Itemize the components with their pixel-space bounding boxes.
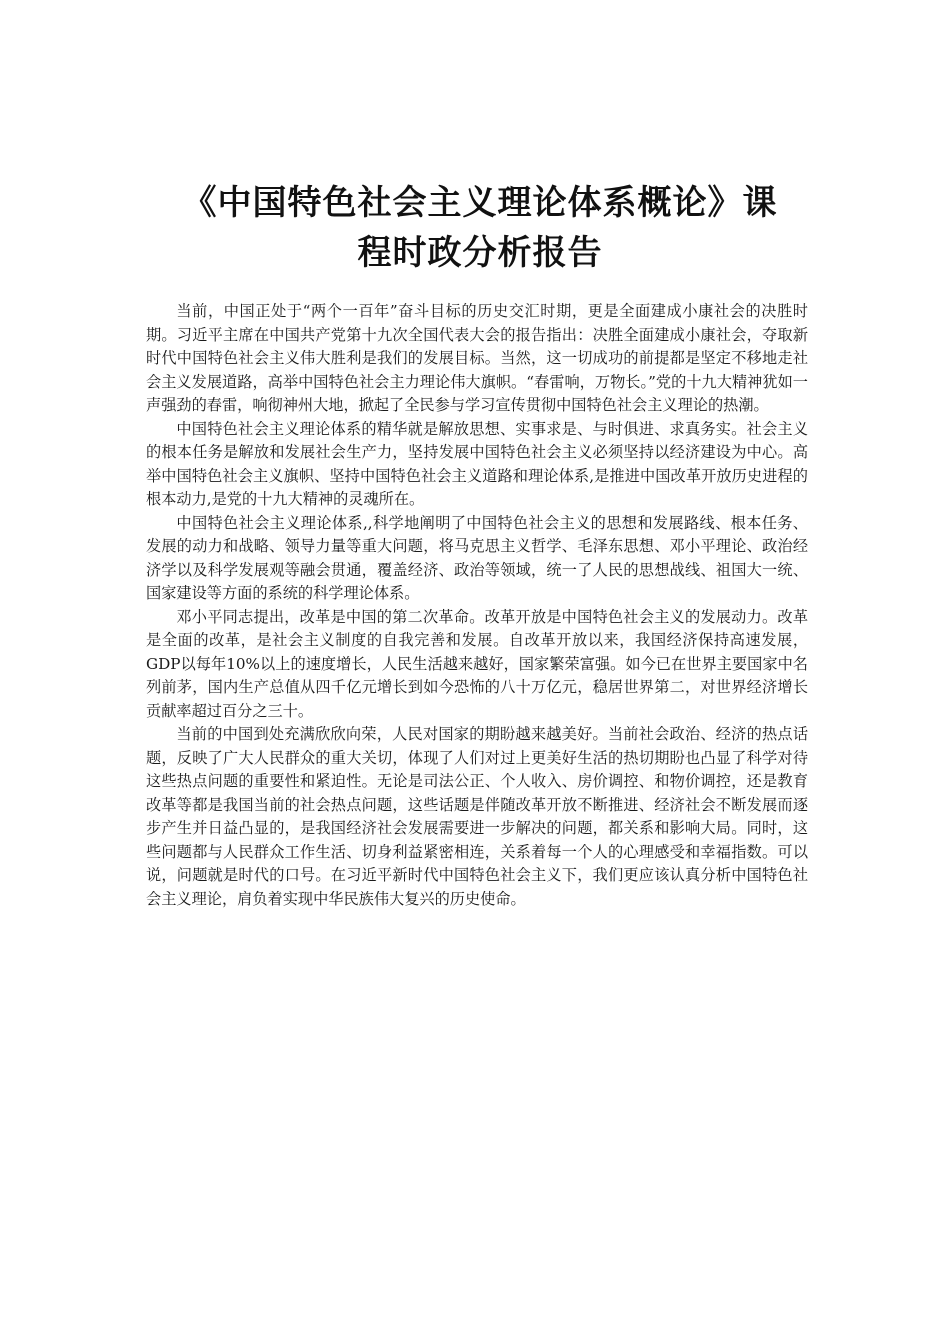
paragraph-5: 当前的中国到处充满欣欣向荣，人民对国家的期盼越来越美好。当前社会政治、经济的热点话题，反映了广大人民群众的重大关切，体现了人们对过上更美好生活的热切期盼也凸显了科学对待这些热点问题的重要性和紧迫性。无论是司法公正、个人收入、房价调控、和物价调控，还是教育改革等都是我国当前的社会热点问题，这些话题是伴随改革开放不断推进、经济社会不断发展而逐步产生并日益凸显的，是我国经济社会发展需要进一步解决的问题，都关系和影响大局。同时，这些问题都与人民群众工作生活、切身利益紧密相连，关系着每一个人的心理感受和幸福指数。可以说，问题就是时代的口号。在习近平新时代中国特色社会主义下，我们更应该认真分析中国特色社会主义理论，肩负着实现中华民族伟大复兴的历史使命。 xyxy=(146,725,808,908)
paragraph-3: 中国特色社会主义理论体系,,科学地阐明了中国特色社会主义的思想和发展路线、根本任务、发展的动力和战略、领导力量等重大问题，将马克思主义哲学、毛泽东思想、邓小平理论、政治经济学以及科学发展观等融会贯通，覆盖经济、政治等领域，统一了人民的思想战线、祖国大一统、国家建设等方面的系统的科学理论体系。 xyxy=(146,513,808,602)
paragraph-2: 中国特色社会主义理论体系的精华就是解放思想、实事求是、与时俱进、求真务实。社会主义的根本任务是解放和发展社会生产力，坚持发展中国特色社会主义必须坚持以经济建设为中心。高举中国特色社会主义旗帜、坚持中国特色社会主义道路和理论体系,是推进中国改革开放历史进程的根本动力,是党的十九大精神的灵魂所在。 xyxy=(146,419,808,508)
document-title xyxy=(150,178,810,278)
paragraph-1: 当前，中国正处于“两个一百年”奋斗目标的历史交汇时期，更是全面建成小康社会的决胜时期。习近平主席在中国共产党第十九次全国代表大会的报告指出：决胜全面建成小康社会，夺取新时代中国特色社会主义伟大胜利是我们的发展目标。当然，这一切成功的前提都是坚定不移地走社会主义发展道路，高举中国特色社会主力理论伟大旗帜。“春雷响，万物长。”党的十九大精神犹如一声强劲的春雷，响彻神州大地，掀起了全民参与学习宣传贯彻中国特色社会主义理论的热潮。 xyxy=(146,302,808,414)
document-title-line-2: 程时政分析报告 xyxy=(357,233,603,273)
document-title-line-1: 《中国特色社会主义理论体系概论》课 xyxy=(182,183,778,223)
paragraph-4: 邓小平同志提出，改革是中国的第二次革命。改革开放是中国特色社会主义的发展动力。改革是全面的改革，是社会主义制度的自我完善和发展。自改革开放以来，我国经济保持高速发展，GDP以每年10%以上的速度增长，人民生活越来越好，国家繁荣富强。如今已在世界主要国家中名列前茅，国内生产总值从四千亿元增长到如今恐怖的八十万亿元，稳居世界第二，对世界经济增长贡献率超过百分之三十。 xyxy=(146,607,808,720)
document-body xyxy=(146,300,808,911)
